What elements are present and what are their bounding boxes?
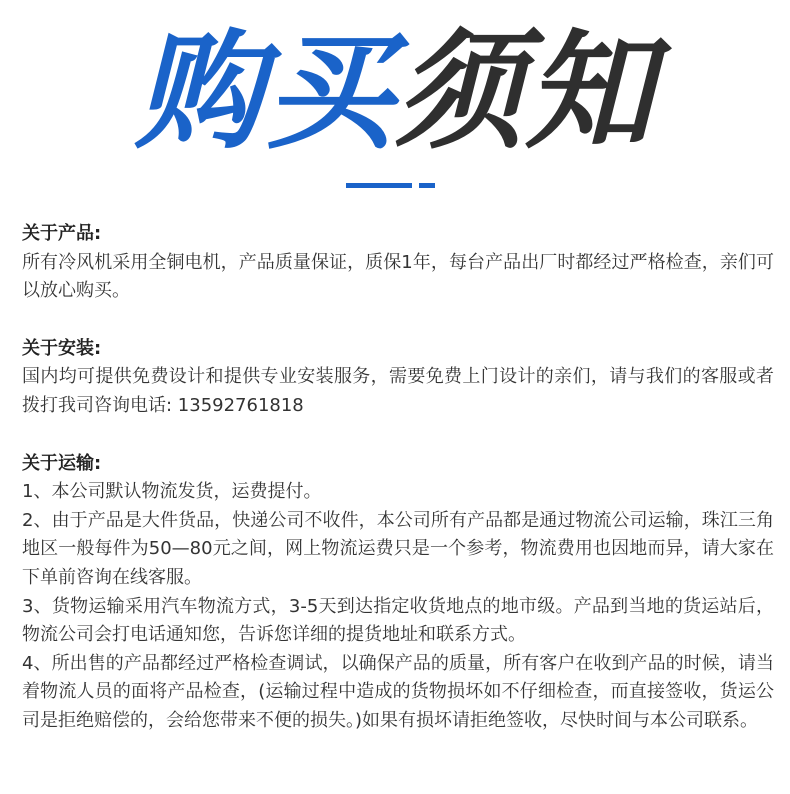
title-part-blue: 购买: [134, 18, 395, 167]
section-heading: 关于产品:: [22, 223, 102, 244]
title-part-dark: 须知: [395, 18, 656, 167]
section-heading: 关于运输:: [22, 452, 102, 474]
notice-content: [22, 220, 774, 736]
page-title: [0, 18, 790, 168]
section-heading: 关于安装:: [22, 337, 102, 359]
shipping-item-3: 3、货物运输采用汽车物流方式，3-5天到达指定收货地点的地市级。产品到当地的货运站后，物流公司会打电话通知您，告诉您详细的提货地址和联系方式。: [22, 595, 774, 646]
underline-bar-short: [419, 183, 435, 188]
shipping-item-4: 4、所出售的产品都经过严格检查调试，以确保产品的质量，所有客户在收到产品的时候，请当着物流人员的面将产品检查，(运输过程中造成的货物损坏如不仔细检查，而直接签收，货运公司是拒绝赔偿的，会给您带来不便的损失。)如果有损坏请拒绝签收，尽快时间与本公司联系。: [22, 652, 774, 731]
shipping-item-1: 1、本公司默认物流发货，运费提付。: [22, 481, 322, 503]
shipping-item-2: 2、由于产品是大件货品，快递公司不收件，本公司所有产品都是通过物流公司运输，珠江三角地区一般每件为50—80元之间，网上物流运费只是一个参考，物流费用也因地而异，请大家在下单前咨询在线客服。: [22, 509, 774, 588]
section-paragraph: 国内均可提供免费设计和提供专业安装服务，需要免费上门设计的亲们，请与我们的客服或者拨打我司咨询电话: 13592761818: [22, 366, 774, 416]
title-underline-decoration: [0, 183, 790, 189]
section-paragraph: 所有冷风机采用全铜电机，产品质量保证，质保1年，每台产品出厂时都经过严格检查，亲们可以放心购买。: [22, 251, 774, 302]
section-installation: [22, 335, 774, 421]
section-product: [22, 220, 774, 306]
section-shipping: [22, 450, 774, 736]
underline-bar-long: [346, 183, 412, 188]
